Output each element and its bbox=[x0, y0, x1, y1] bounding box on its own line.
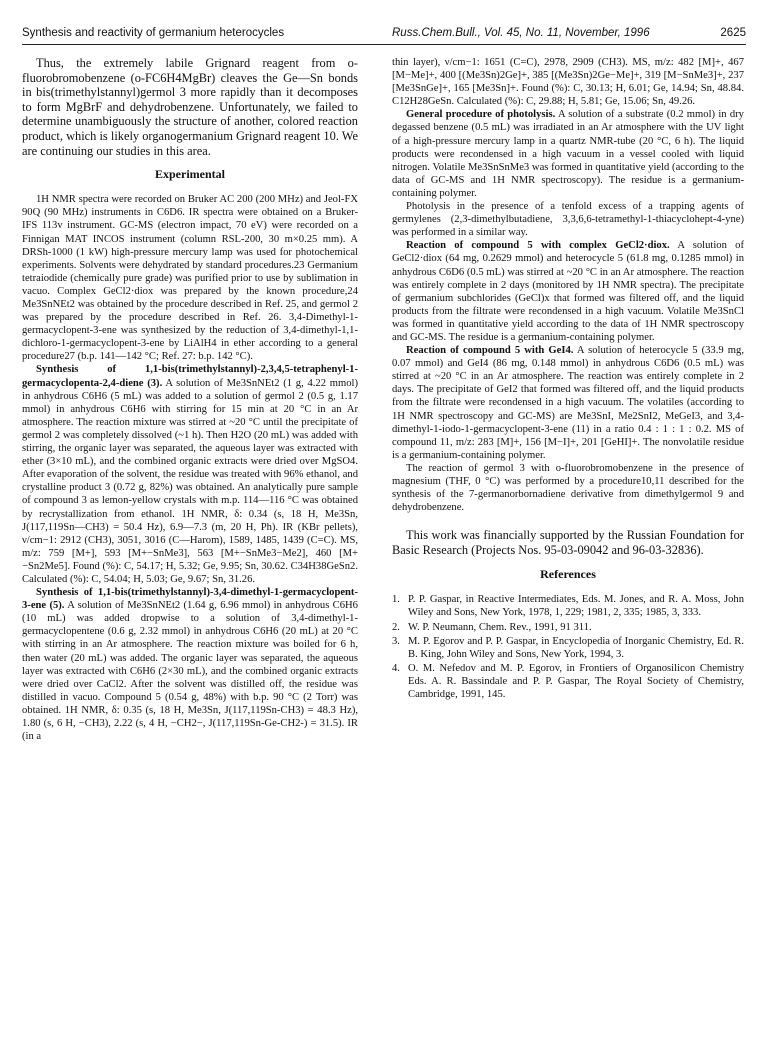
photolysis-paragraph bbox=[392, 108, 744, 200]
reference-item: 3. M. P. Egorov and P. P. Gaspar, in Encyclopedia of Inorganic Chemistry, Ed. R. B. King, John Wiley and Sons, New York, 1994, 3. bbox=[392, 635, 744, 660]
running-header bbox=[22, 26, 746, 45]
left-column bbox=[22, 56, 358, 743]
gecl2-reaction-body: A solution of GeCl2·diox (64 mg, 0.2629 mmol) and heterocycle 5 (61.8 mg, 0.1285 mmol) in anhydrous C6D6 (0.5 mL) was stirred at ~20 °C in an Ar atmosphere. The reaction was entirely complete in 2 days (monitored by 1H NMR spectra). The precipitate of germanium subchlorides (GeCl)x that formed was filtered off, and the liquid products from the filtrate were recondensed in a high vacuum. Volatile Me3SnCl was formed in quantitative yield according to the data of 1H NMR spectroscopy and GC-MS. The residue is a germanium-containing polymer. bbox=[392, 240, 744, 343]
photolysis-trapping-paragraph: Photolysis in the presence of a tenfold excess of a trapping agents of germylenes (2,3-dimethylbutadiene, 3,3,6,6-tetramethyl-1-thiacyclohept-4-yne) was performed in a similar way. bbox=[392, 201, 744, 239]
synthesis-3-paragraph bbox=[22, 363, 358, 586]
synthesis-5-body: A solution of Me3SnNEt2 (1.64 g, 6.96 mmol) in anhydrous C6H6 (10 mL) was added dropwise to a solution of 3,4-dimethyl-1-germacyclopentene (0.6 g, 2.32 mmol) in anhydrous C6H6 (20 mL) at 20 °C with stirring in an Ar atmosphere. The reaction mixture was boiled for 6 h, then water (20 mL) was added. The organic layer was separated, the aqueous layer was extracted with C6H6 (2×30 mL), and the combined organic extracts were dried over CaCl2. After the solvent was distilled off, the residue was distilled in vacuo. Compound 5 (0.54 g, 48%) with b.p. 90 °C (2 Torr) was obtained. 1H NMR, δ: 0.35 (s, 18 H, Me3Sn, J(117,119Sn-CH3) = 48.3 Hz), 1.80 (s, 6 H, −CH3), 2.22 (s, 4 H, −CH2−, J(117,119Sn-Ge-CH2-) = 31.5). IR (in a bbox=[22, 600, 358, 743]
reference-item: 2. W. P. Neumann, Chem. Rev., 1991, 91 311. bbox=[392, 621, 592, 633]
references-heading: References bbox=[540, 567, 596, 582]
acknowledgement: This work was financially supported by the Russian Foundation for Basic Research (Projects Nos. 95-03-09042 and 96-03-32836). bbox=[392, 528, 744, 558]
gei4-reaction-body: A solution of heterocycle 5 (33.9 mg, 0.07 mmol) and GeI4 (86 mg, 0.148 mmol) in anhydrous C6D6 (0.5 mL) was stirred at ~20 °C in an Ar atmosphere. The reaction was entirely complete in 2 days. The precipitate of GeI2 that formed was filtered off, and the liquid products from the filtrate were recondensed in a high vacuum. The volatiles (according to 1H NMR spectroscopy and GC-MS) are Me3SnI, Me2SnI2, MeGeI3, and 3,4-dimethyl-1-iodo-1-germacyclopent-3-ene (11) in a ratio 0.4 : 1 : 1 : 0.2. MS of compound 11, m/z: 283 [M]+, 156 [M−I]+, 201 [GeHI]+. The nonvolatile residue is a germanium-containing polymer. bbox=[392, 345, 744, 461]
synthesis-5-paragraph bbox=[22, 586, 358, 743]
header-article-title: Synthesis and reactivity of germanium heterocycles bbox=[22, 27, 285, 39]
synthesis-3-title: Synthesis of 1,1-bis(trimethylstannyl)-2,3,4,5-tetraphenyl-1-germacyclopenta-2,4-diene (3). bbox=[22, 364, 358, 389]
experimental-heading: Experimental bbox=[155, 167, 225, 182]
header-journal-citation: Russ.Chem.Bull., Vol. 45, No. 11, November, 1996 bbox=[392, 27, 650, 39]
gecl2-reaction-paragraph bbox=[392, 239, 744, 344]
grignard-reaction-paragraph: The reaction of germol 3 with o-fluorobromobenzene in the presence of magnesium (THF, 0 °C) was performed by a procedure10,11 described for the synthesis of the 7-germanorbornadiene derivative from dimethylgermol 9 and dehydrobenzene. bbox=[392, 462, 744, 514]
intro-paragraph: Thus, the extremely labile Grignard reagent from o-fluorobromobenzene (o-FC6H4MgBr) cleaves the Ge—Sn bonds in bis(trimethylstannyl)germol 3 more rapidly than it decomposes to form MgBrF and dehydrobenzene. Unfortunately, we failed to determine unambiguously the structure of another, colored reaction product, which is likely organogermanium Grignard reagent 10. We are continuing our studies in this area. bbox=[22, 56, 358, 158]
gecl2-reaction-title: Reaction of compound 5 with complex GeCl2·diox. bbox=[406, 240, 670, 252]
synthesis-3-body: A solution of Me3SnNEt2 (1 g, 4.22 mmol) in anhydrous C6H6 (5 mL) was added to a solution of germol 2 (0.5 g, 1.17 mmol) in anhydrous C6H6 with stirring for 15 min at 20 °C in an Ar atmosphere. The reaction mixture was stirred at ~20 °C until the precipitate of germol 2 was completely dissolved (~1 h). Then H2O (20 mL) was added with stirring, the organic layer was separated, the aqueous layer was extracted with ether (3×10 mL), and the combined organic extracts were dried over MgSO4. After evaporation of the solvent, the residue was treated with 96% ethanol, and crystalline product 3 (0.72 g, 82%) was obtained. An analytically pure sample of compound 3 as lemon-yellow crystals with m.p. 114—116 °C was obtained by recrystallization from ethanol. 1H NMR, δ: 0.34 (s, 18 H, Me3Sn, J(117,119Sn—CH3) = 50.4 Hz), 6.9—7.3 (m, 20 H, Ph). IR (KBr pellets), ν/cm−1: 2912 (CH3), 3051, 3016 (C—Harom), 1589, 1485, 1439 (C=C). MS, m/z: 759 [M+], 593 [M+−SnMe3], 563 [M+−SnMe3−Me2], 460 [M+−Sn2Me5]. Found (%): C, 54.17; H, 5.32; Ge, 9.95; Sn, 30.62. C34H38GeSn2. Calculated (%): C, 54.04; H, 5.03; Ge, 9.67; Sn, 31.26. bbox=[22, 377, 358, 585]
gei4-reaction-paragraph bbox=[392, 344, 744, 462]
experimental-paragraph: 1H NMR spectra were recorded on Bruker AC 200 (200 MHz) and Jeol-FX 90Q (90 MHz) instruments in C6D6. IR spectra were obtained on a Bruker-IFS 113v instrument. GC-MS (electron impact, 70 eV) were recorded on a Finnigan MAT INCOS instrument (column RSL-200, 30 m×0.25 mm). A DRSh-1000 (1 kW) high-pressure mercury lamp was used for photochemical experiments. Solvents were dehydrated by standard procedures.23 Germanium tetraiodide (chemically pure grade) was purified prior to use by sublimation in vacuo. Complex GeCl2·diox was prepared by the known procedure,24 Me3SnNEt2 was obtained by the procedure described in Ref. 25, and germol 2 was prepared by the procedure described in Ref. 26. 3,4-Dimethyl-1-germacyclopent-3-ene was synthesized by the reduction of 3,4-dimethyl-1,1-dichloro-1-germacyclopent-3-ene by LiAlH4 in ether according to a general procedure27 (b.p. 141—142 °C; Ref. 27: b.p. 142 °C). bbox=[22, 194, 358, 363]
right-column bbox=[392, 56, 744, 702]
synthesis-5-title: Synthesis of 1,1-bis(trimethylstannyl)-3,4-dimethyl-1-germacyclopent-3-ene (5). bbox=[22, 587, 358, 612]
reference-item: 4. O. M. Nefedov and M. P. Egorov, in Frontiers of Organosilicon Chemistry Eds. A. R. Bassindale and P. P. Gaspar, The Royal Society of Chemistry, Cambridge, 1991, 145. bbox=[392, 662, 744, 701]
gei4-reaction-title: Reaction of compound 5 with GeI4. bbox=[406, 345, 574, 357]
reference-item: 1. P. P. Gaspar, in Reactive Intermediates, Eds. M. Jones, and R. A. Moss, John Wiley and Sons, New York, 1978, 1, 229; 1981, 2, 335; 1985, 3, 333. bbox=[392, 594, 744, 619]
header-page-number: 2625 bbox=[720, 27, 746, 39]
photolysis-body: A solution of a substrate (0.2 mmol) in dry degassed benzene (0.5 mL) was irradiated in an Ar atmosphere with the UV light of a high-pressure mercury lamp in a quartz NMR-tube (20 °C, 6 h). The liquid products were recondensed in a high vacuum in a vessel cooled with liquid nitrogen. Volatile Me3SnSnMe3 was formed in quantitative yield (according to the data of GC-MS and 1H NMR spectroscopy). The residue is a germanium-containing polymer. bbox=[392, 109, 744, 199]
synthesis-5-continued: thin layer), ν/cm−1: 1651 (C=C), 2978, 2909 (CH3). MS, m/z: 482 [M]+, 467 [M−Me]+, 400 [(Me3Sn)2Ge]+, 385 [(Me3Sn)2Ge−Me]+, 319 [M−SnMe3]+, 237 [Me3SnGe]+, 165 [Me3Sn]+. Found (%): C, 30.13; H, 6.01; Ge, 14.94; Sn, 48.84. C12H28GeSn. Calculated (%): C, 29.88; H, 5.81; Ge, 15.06; Sn, 49.26. bbox=[392, 57, 744, 108]
photolysis-title: General procedure of photolysis. bbox=[406, 109, 556, 121]
references-list bbox=[392, 593, 744, 701]
